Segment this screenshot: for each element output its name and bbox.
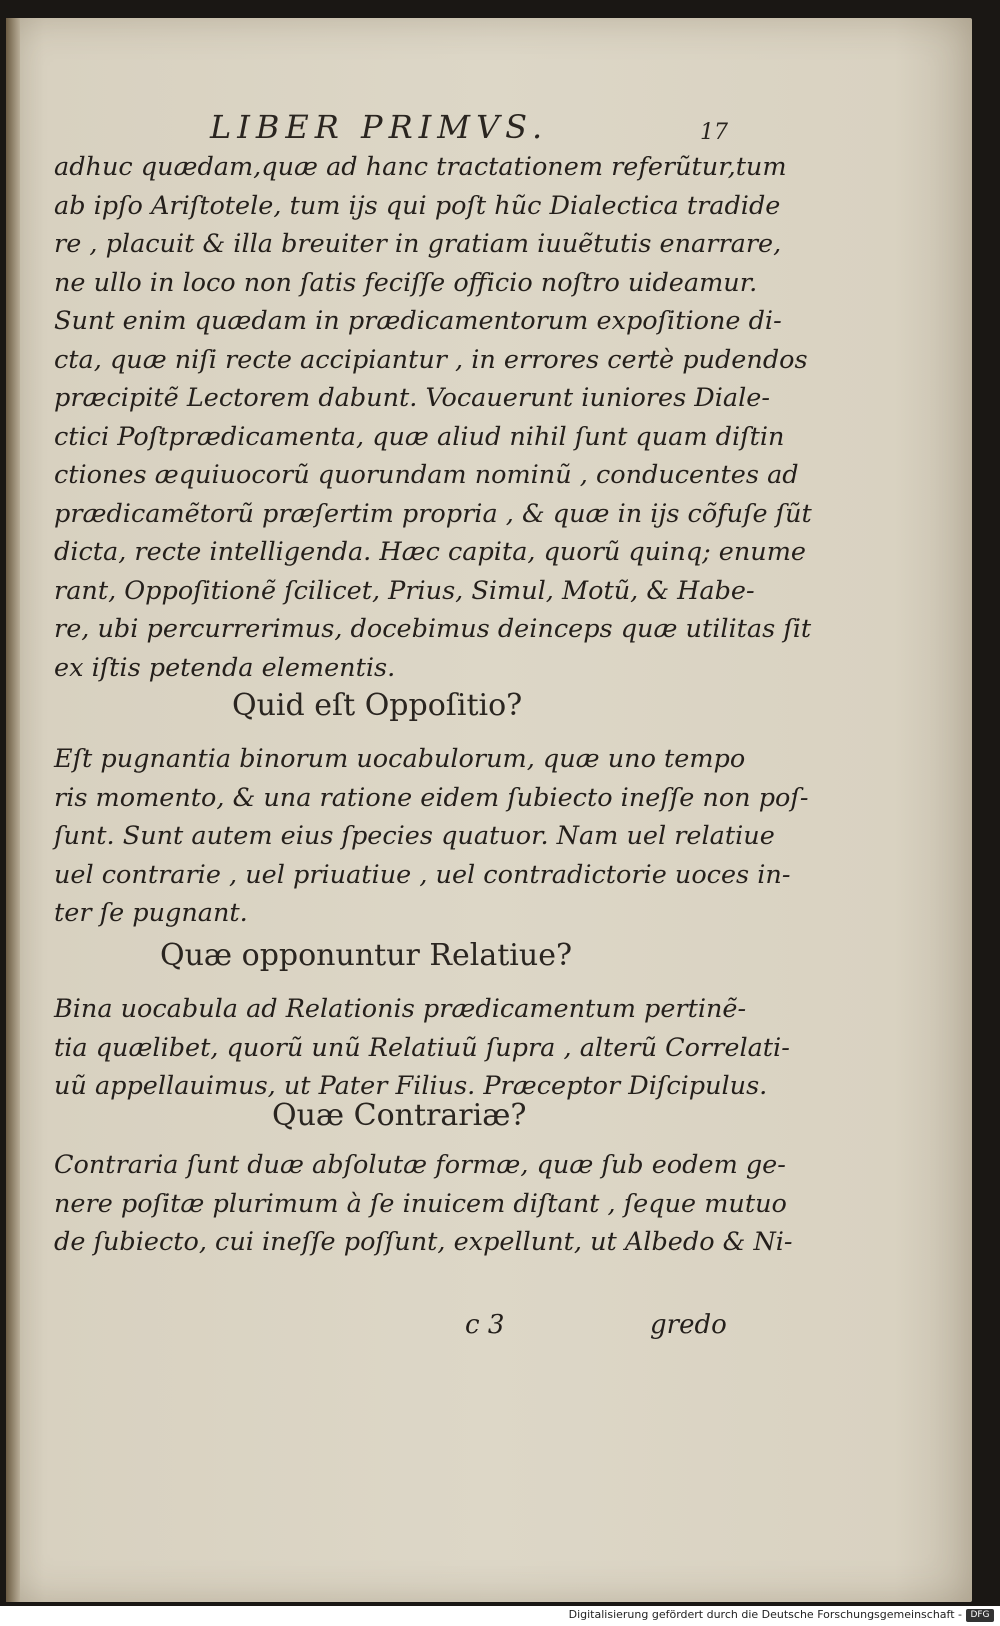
text-line: ctiones æquiuocorũ quorundam nominũ , conducentes ad — [54, 460, 799, 490]
heading-quae-contrariae: Quæ Contrariæ? — [272, 1098, 527, 1133]
text-line: re, ubi percurrerimus, docebimus deinceps quæ utilitas ſit — [54, 614, 812, 644]
credit-bar — [0, 1606, 1000, 1626]
text-line: tia quælibet, quorũ unũ Relatiuũ ſupra , alterũ Correlati- — [54, 1032, 790, 1063]
heading-quid-est-oppositio: Quid eſt Oppoſitio? — [232, 688, 523, 723]
text-line: Eſt pugnantia binorum uocabulorum, quæ uno tempo — [54, 744, 746, 774]
text-line: prædicamẽtorũ præſertim propria , & quæ in ijs cõfuſe ſũt — [54, 498, 812, 529]
paragraph-3 — [54, 990, 790, 1106]
text-line: ctici Poſtprædicamenta, quæ aliud nihil ſunt quam diſtin — [54, 421, 785, 452]
text-line: Bina uocabula ad Relationis prædicamentum pertinẽ- — [54, 994, 747, 1024]
text-line: nere poſitæ plurimum à ſe inuicem diſtant , ſeque mutuo — [54, 1188, 787, 1219]
text-line: ter ſe pugnant. — [54, 898, 248, 928]
text-line: ſunt. Sunt autem eius ſpecies quatuor. Nam uel relatiue — [54, 821, 775, 851]
text-line: de ſubiecto, cui ineſſe poſſunt, expellunt, ut Albedo & Ni- — [54, 1227, 793, 1257]
text-line: Sunt enim quædam in prædicamentorum expoſitione di- — [54, 306, 782, 336]
text-line: cta, quæ niſi recte accipiantur , in errores certè pudendos — [54, 344, 808, 375]
text-line: dicta, recte intelligenda. Hæc capita, quorũ quinq; enume — [54, 537, 806, 567]
text-line: rant, Oppoſitionẽ ſcilicet, Prius, Simul, Motũ, & Habe- — [54, 575, 755, 606]
paragraph-1 — [54, 148, 812, 687]
catchword: gredo — [650, 1310, 727, 1340]
running-title: LIBER PRIMVS. — [210, 108, 549, 146]
heading-quae-opponuntur-relatiue: Quæ opponuntur Relatiue? — [160, 938, 573, 973]
paragraph-4 — [54, 1146, 793, 1262]
text-line: ris momento, & una ratione eidem ſubiecto ineſſe non poſ- — [54, 782, 809, 813]
text-line: præcipitẽ Lectorem dabunt. Vocauerunt iuniores Diale- — [54, 383, 770, 413]
text-line: uũ appellauimus, ut Pater Filius. Præceptor Diſcipulus. — [54, 1071, 768, 1101]
page-number: 17 — [700, 120, 728, 145]
dfg-logo: DFG — [966, 1609, 994, 1622]
page-gutter-edge — [6, 18, 20, 1602]
text-line: Contraria ſunt duæ abſolutæ formæ, quæ ſub eodem ge- — [54, 1150, 786, 1180]
credit-text: Digitalisierung gefördert durch die Deutsche Forschungsgemeinschaft - — [568, 1608, 962, 1621]
text-line: re , placuit & illa breuiter in gratiam iuuẽtutis enarrare, — [54, 229, 782, 259]
paragraph-2 — [54, 740, 809, 933]
signature-mark: c 3 — [465, 1310, 505, 1340]
text-line: ab ipſo Ariſtotele, tum ijs qui poſt hũc Dialectica tradide — [54, 190, 781, 221]
text-line: ex iſtis petenda elementis. — [54, 652, 396, 683]
text-line: adhuc quædam,quæ ad hanc tractationem referũtur,tum — [54, 152, 787, 182]
text-line: ne ullo in loco non ſatis feciſſe officio noſtro uideamur. — [54, 267, 758, 298]
text-line: uel contrarie , uel priuatiue , uel contradictorie uoces in- — [54, 859, 791, 890]
